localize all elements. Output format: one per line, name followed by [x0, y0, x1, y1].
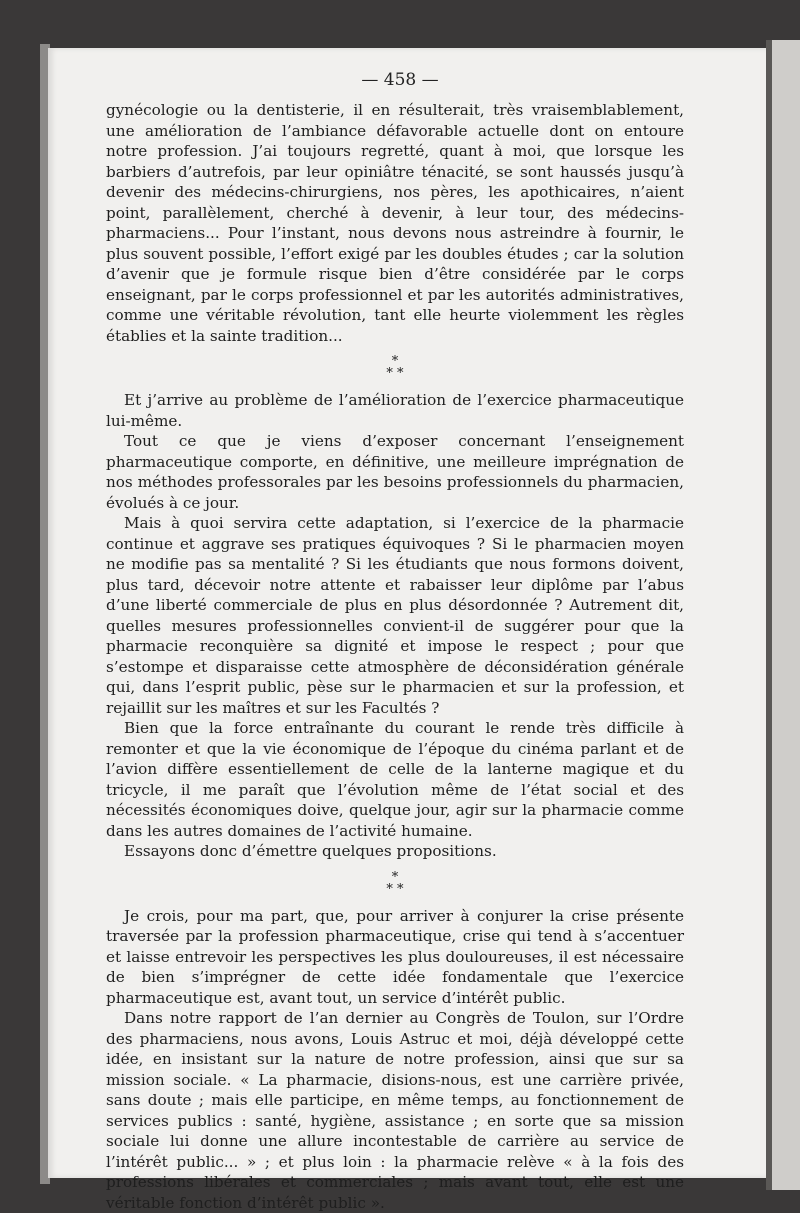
- paragraph-5: Bien que la force entraînante du courant le rende très difficile à remonter et que la vie économique de l’époque du cinéma parlant et de l’avion diffère essentiellement de celle de la lanterne magique et du tricycle, il me paraît que l’évolution même de l’état social et des nécessités économiques doive, quelque jour, agir sur la pharmacie comme dans les autres domaines de l’activité humaine.: [106, 719, 684, 840]
- section-separator-1: [106, 356, 684, 380]
- adjacent-page-edge: [766, 40, 800, 1190]
- paragraph-7: Je crois, pour ma part, que, pour arriver à conjurer la crise présente traversée par la profession pharmaceutique, crise qui tend à s’accentuer et laisse entrevoir les perspectives les plus douloureuses, il est nécessaire de bien s’imprégner de cette idée fondamentale que l’exercice pharmaceutique est, avant tout, un service d’intérêt public.: [106, 906, 684, 1007]
- paragraph-6: Essayons donc d’émettre quelques propositions.: [124, 842, 497, 860]
- separator-star-top: *: [391, 354, 399, 369]
- paragraph-2: Et j’arrive au problème de l’amélioration de l’exercice pharmaceutique lui-même.: [106, 391, 684, 430]
- paragraph-4: Mais à quoi servira cette adaptation, si l’exercice de la pharmacie continue et aggrave ses pratiques équivoques ? Si le pharmacien moyen ne modifie pas sa mentalité ? Si les étudiants que nous formons doivent, plus tard, décevoir notre attente et rabaisser leur diplôme par l’abus d’une liberté commerciale de plus en plus désordonnée ? Autrement dit, quelles mesures professionnelles convient-il de suggérer pour que la pharmacie reconquière sa dignité et impose le respect ; pour que s’estompe et disparaisse cette atmosphère de déconsidération générale qui, dans l’esprit public, pèse sur le pharmacien et sur la profession, et rejaillit sur les maîtres et sur les Facultés ?: [106, 514, 684, 717]
- paragraph-1: gynécologie ou la dentisterie, il en résulterait, très vraisemblablement, une amélioration de l’ambiance défavorable actuelle dont on entoure notre profession. J’ai toujours regretté, quant à moi, que lorsque les barbiers d’autrefois, par leur opiniâtre ténacité, se sont haussés jusqu’à devenir des médecins-chirurgiens, nos pères, les apothicaires, n’aient point, parallèlement, cherché à devenir, à leur tour, des médecins-pharmaciens... Pour l’instant, nous devons nous astreindre à fournir, le plus souvent possible, l’effort exigé par les doubles études ; car la solution d’avenir que je formule risque bien d’être considérée par le corps enseignant, par le corps professionnel et par les autorités administratives, comme une véritable révolution, tant elle heurte violemment les règles établies et la sainte tradition...: [106, 101, 684, 345]
- page-number: — 458 —: [361, 70, 439, 90]
- paragraph-3: Tout ce que je viens d’exposer concernant l’enseignement pharmaceutique comporte, en définitive, une meilleure imprégnation de nos méthodes professorales par les besoins professionnels du pharmacien, évolués à ce jour.: [106, 432, 684, 512]
- separator-star-top: *: [391, 869, 399, 885]
- separator-star-bottom: * *: [386, 881, 404, 897]
- separator-star-bottom: * *: [386, 366, 404, 381]
- paragraph-8: Dans notre rapport de l’an dernier au Congrès de Toulon, sur l’Ordre des pharmaciens, nous avons, Louis Astruc et moi, déjà développé cette idée, en insistant sur la nature de notre profession, ainsi que sur sa mission sociale. « La pharmacie, disions-nous, est une carrière privée, sans doute ; mais elle participe, en même temps, au fonctionnement de services publics : santé, hygiène, assistance ; en sorte que sa mission sociale lui donne une allure incontestable de carrière au service de l’intérêt public... » ; et plus loin : la pharmacie relève « à la fois des professions libérales et commerciales ; mais avant tout, elle est une véritable fonction d’intérêt public ».: [106, 1009, 684, 1212]
- body-text: [106, 100, 684, 1213]
- section-separator-2: [106, 869, 684, 897]
